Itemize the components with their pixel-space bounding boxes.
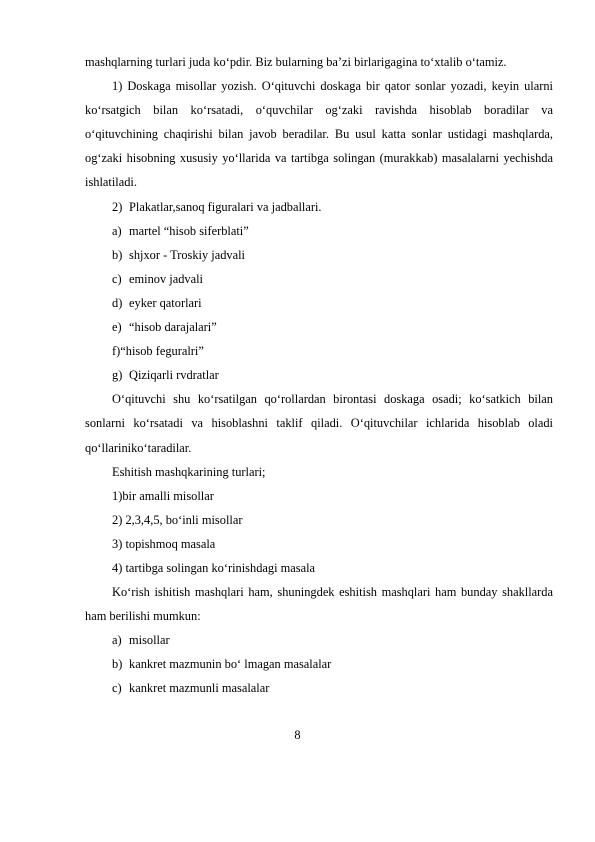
paragraph-text: Plakatlar,sanoq figuralari va jadballari. <box>129 199 322 214</box>
list-text: misollar <box>129 633 170 648</box>
list-text: “hisob darajalari” <box>129 320 217 335</box>
list-item <box>85 291 553 315</box>
list-marker: c) <box>112 681 122 696</box>
list-text: kankret mazmunli masalalar <box>129 681 270 696</box>
list-item <box>85 219 553 243</box>
list-marker: 3) <box>112 536 123 551</box>
paragraph-oqituvchi: O‘qituvchi shu ko‘rsatilgan qo‘rollardan birontasi doskaga osadi; ko‘satkich bilan sonlarni ko‘rsatadi va hisoblashni taklif qiladi. O‘qituvchilar ichlarida hisoblab oladi qo‘llariniko‘taradilar. <box>85 392 553 455</box>
paragraph-intro: mashqlarning turlari juda ko‘pdir. Biz bularning ba’zi birlarigagina to‘xtalib o‘tamiz. <box>85 55 507 69</box>
document-page <box>85 50 553 701</box>
list-marker: d) <box>112 295 123 310</box>
list-text: topishmoq masala <box>125 536 216 551</box>
list-item <box>85 676 553 700</box>
list-text: “hisob feguralri” <box>120 344 204 359</box>
list-item <box>85 267 553 291</box>
list-marker: a) <box>112 633 122 648</box>
list-item <box>85 484 553 508</box>
list-forms <box>85 628 553 700</box>
list-item <box>85 652 553 676</box>
list-text: shjxor - Troskiy jadvali <box>129 247 245 262</box>
paragraph-doskaga <box>85 74 553 194</box>
list-marker: g) <box>112 368 123 383</box>
list-item <box>85 556 553 580</box>
list-exercises <box>85 484 553 580</box>
list-text: Qiziqarli rvdratlar <box>129 368 219 383</box>
list-tools <box>85 219 553 388</box>
list-marker: 4) <box>112 560 123 575</box>
paragraph-plakatlar <box>85 195 553 219</box>
list-text: 2,3,4,5, bo‘inli misollar <box>125 512 243 527</box>
list-text: bir amalli misollar <box>122 488 214 503</box>
list-text: tartibga solingan ko‘rinishdagi masala <box>125 560 316 575</box>
list-item <box>85 363 553 387</box>
list-marker: 2) <box>112 512 123 527</box>
list-marker: b) <box>112 247 123 262</box>
paragraph-number: 1) <box>112 79 123 94</box>
list-marker: c) <box>112 271 122 286</box>
list-marker: b) <box>112 657 123 672</box>
paragraph-korish: Ko‘rish ishitish mashqlari ham, shuningdek eshitish mashqlari ham bunday shakllarda ham berilishi mumkun: <box>85 585 553 624</box>
list-item <box>85 508 553 532</box>
list-text: kankret mazmunin bo‘ lmagan masalalar <box>129 657 332 672</box>
list-item <box>85 339 553 363</box>
paragraph-number: 2) <box>112 199 123 214</box>
list-text: eminov jadvali <box>129 271 203 286</box>
list-text: martel “hisob siferblati” <box>129 223 249 238</box>
list-item <box>85 315 553 339</box>
page-number: 8 <box>294 728 301 742</box>
list-item <box>85 243 553 267</box>
list-item <box>85 628 553 652</box>
paragraph-text: Doskaga misollar yozish. O‘qituvchi doskaga bir qator sonlar yozadi, keyin ularni ko‘rsatgich bilan ko‘rsatadi, o‘quvchilar og‘zaki ravishda hisoblab boradilar va o‘qituvchining chaqirishi bilan javob beradilar. Bu usul katta sonlar ustidagi mashqlarda, og‘zaki hisobning xususiy yo‘llarida va tartibga solingan (murakkab) masalalarni yechishda ishlatiladi. <box>85 79 553 190</box>
list-marker: a) <box>112 223 122 238</box>
list-item <box>85 532 553 556</box>
list-marker: f) <box>112 344 121 359</box>
list-marker: 1) <box>112 488 123 503</box>
list-marker: e) <box>112 320 122 335</box>
list-text: eyker qatorlari <box>129 295 202 310</box>
section-heading-eshitish: Eshitish mashqkarining turlari; <box>112 464 266 479</box>
